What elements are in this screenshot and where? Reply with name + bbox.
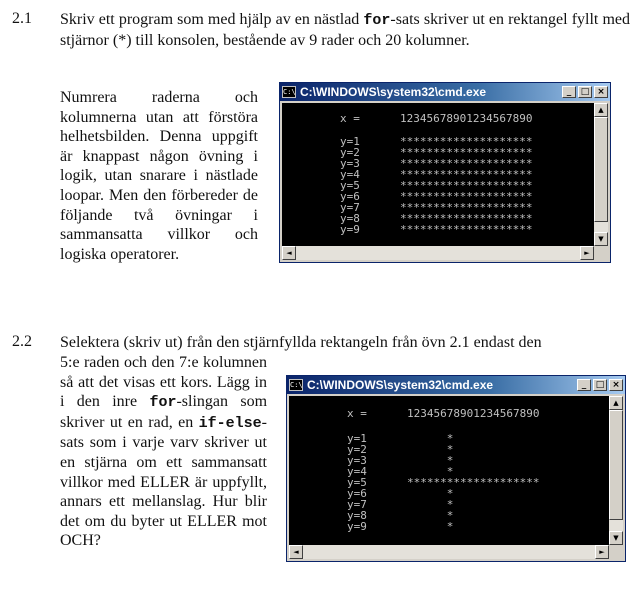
console-row-stars: ******************** xyxy=(400,201,533,214)
minimize-button[interactable]: _ xyxy=(562,86,576,98)
exercise-number-2-1: 2.1 xyxy=(12,10,32,27)
exercise-number-2-2: 2.2 xyxy=(12,333,32,350)
close-button[interactable]: × xyxy=(609,379,623,391)
scroll-down-arrow-icon[interactable]: ▼ xyxy=(594,232,608,246)
exercise-2-1-side-text: Numrera raderna och kolumnerna utan att förstöra helhetsbilden. Denna uppgift är knappast någon övning i logik, utan snarare i nästlade loopar. Men den förbereder de följande två övningar i sammansatta villkor och logiska operatorer. xyxy=(60,89,258,263)
vertical-scrollbar[interactable] xyxy=(609,396,623,545)
scroll-down-arrow-icon[interactable]: ▼ xyxy=(609,531,623,545)
scroll-thumb[interactable] xyxy=(609,410,623,520)
close-button[interactable]: × xyxy=(594,86,608,98)
console-row-stars: * xyxy=(407,487,454,500)
console-row-stars: * xyxy=(407,432,454,445)
exercise-2-2-side-text-3: -sats som i varje varv skriver ut en stjärna om ett sammansatt villkor med ELLER är uppfyllt, annars ett mellanslag. Hur blir det om du byter ut ELLER mot OCH? xyxy=(60,413,267,550)
console-row-label: y=4 xyxy=(340,168,360,181)
console-row-label: y=8 xyxy=(347,509,367,522)
exercise-2-1-intro-text-2: -sats skriver ut en rektangel fyllt med stjärnor (*) till konsolen, bestående av 9 rader och 20 kolumner. xyxy=(60,11,630,49)
console-row-stars: * xyxy=(407,454,454,467)
console-row-stars: * xyxy=(407,509,454,522)
window-title: C:\WINDOWS\system32\cmd.exe xyxy=(300,85,487,99)
cmd-app-icon: C:\ xyxy=(290,381,303,389)
cmd-app-icon: C:\ xyxy=(283,88,296,96)
console-output-2 xyxy=(289,396,609,545)
console-row-label: y=8 xyxy=(340,212,360,225)
cmd-window-1 xyxy=(279,82,611,263)
console-row-label: y=9 xyxy=(347,520,367,533)
exercise-2-2-intro: Selektera (skriv ut) från den stjärnfyllda rektangeln från övn 2.1 endast den xyxy=(60,334,542,351)
console-header-label: x = xyxy=(347,407,367,420)
code-for: for xyxy=(363,12,391,29)
console-row-label: y=9 xyxy=(340,223,360,236)
cmd-window-2 xyxy=(286,375,626,562)
console-row-label: y=3 xyxy=(340,157,360,170)
console-row-label: y=2 xyxy=(340,146,360,159)
console-row-label: y=4 xyxy=(347,465,367,478)
console-row-stars: ******************** xyxy=(400,179,533,192)
code-if-else: if-else xyxy=(198,414,262,432)
code-for: for xyxy=(149,394,177,412)
exercise-2-2-side-text xyxy=(60,353,267,551)
console-row-stars: * xyxy=(407,443,454,456)
maximize-button[interactable]: □ xyxy=(578,86,592,98)
console-output-1 xyxy=(282,103,594,246)
horizontal-scrollbar[interactable] xyxy=(289,545,609,559)
scroll-up-arrow-icon[interactable]: ▲ xyxy=(594,103,608,117)
console-row-stars: ******************** xyxy=(400,135,533,148)
scrollbar-corner xyxy=(609,545,623,559)
exercise-2-1-intro-text-1: Skriv ett program som med hjälp av en nästlad xyxy=(60,11,364,28)
console-row-label: y=6 xyxy=(340,190,360,203)
console-row-stars: ******************** xyxy=(400,190,533,203)
cmd-titlebar-1[interactable] xyxy=(280,83,610,101)
console-header-digits: 12345678901234567890 xyxy=(400,112,533,125)
cmd-titlebar-2[interactable] xyxy=(287,376,625,394)
exercise-2-2-side-text-2: -slingan som skriver ut en rad, en xyxy=(60,393,268,431)
console-row-stars: ******************** xyxy=(400,168,533,181)
console-row-stars: * xyxy=(407,465,454,478)
console-row-label: y=2 xyxy=(347,443,367,456)
scroll-left-arrow-icon[interactable]: ◄ xyxy=(289,545,303,559)
console-row-stars: ******************** xyxy=(400,212,533,225)
minimize-button[interactable]: _ xyxy=(577,379,591,391)
vertical-scrollbar[interactable] xyxy=(594,103,608,246)
console-row-stars: ******************** xyxy=(400,157,533,170)
scroll-right-arrow-icon[interactable]: ► xyxy=(595,545,609,559)
exercise-2-1-intro xyxy=(60,10,630,50)
window-title: C:\WINDOWS\system32\cmd.exe xyxy=(307,378,494,392)
console-row-label: y=6 xyxy=(347,487,367,500)
console-row-stars: ******************** xyxy=(400,223,533,236)
console-row-stars: * xyxy=(407,520,454,533)
console-row-label: y=7 xyxy=(340,201,360,214)
console-row-stars: ******************** xyxy=(407,476,540,489)
console-header-label: x = xyxy=(340,112,360,125)
console-header-digits: 12345678901234567890 xyxy=(407,407,540,420)
scroll-left-arrow-icon[interactable]: ◄ xyxy=(282,246,296,260)
console-row-label: y=1 xyxy=(340,135,360,148)
console-row-label: y=1 xyxy=(347,432,367,445)
console-row-stars: ******************** xyxy=(400,146,533,159)
scroll-up-arrow-icon[interactable]: ▲ xyxy=(609,396,623,410)
console-row-label: y=7 xyxy=(347,498,367,511)
scrollbar-corner xyxy=(594,246,608,260)
exercise-2-2-side-text-1: 5:e raden och den 7:e kolumnen så att det visas ett kors. Lägg in i den inre xyxy=(60,354,267,411)
horizontal-scrollbar[interactable] xyxy=(282,246,594,260)
console-row-label: y=5 xyxy=(340,179,360,192)
console-row-label: y=5 xyxy=(347,476,367,489)
console-row-stars: * xyxy=(407,498,454,511)
scroll-thumb[interactable] xyxy=(594,117,608,222)
scroll-right-arrow-icon[interactable]: ► xyxy=(580,246,594,260)
console-row-label: y=3 xyxy=(347,454,367,467)
maximize-button[interactable]: □ xyxy=(593,379,607,391)
